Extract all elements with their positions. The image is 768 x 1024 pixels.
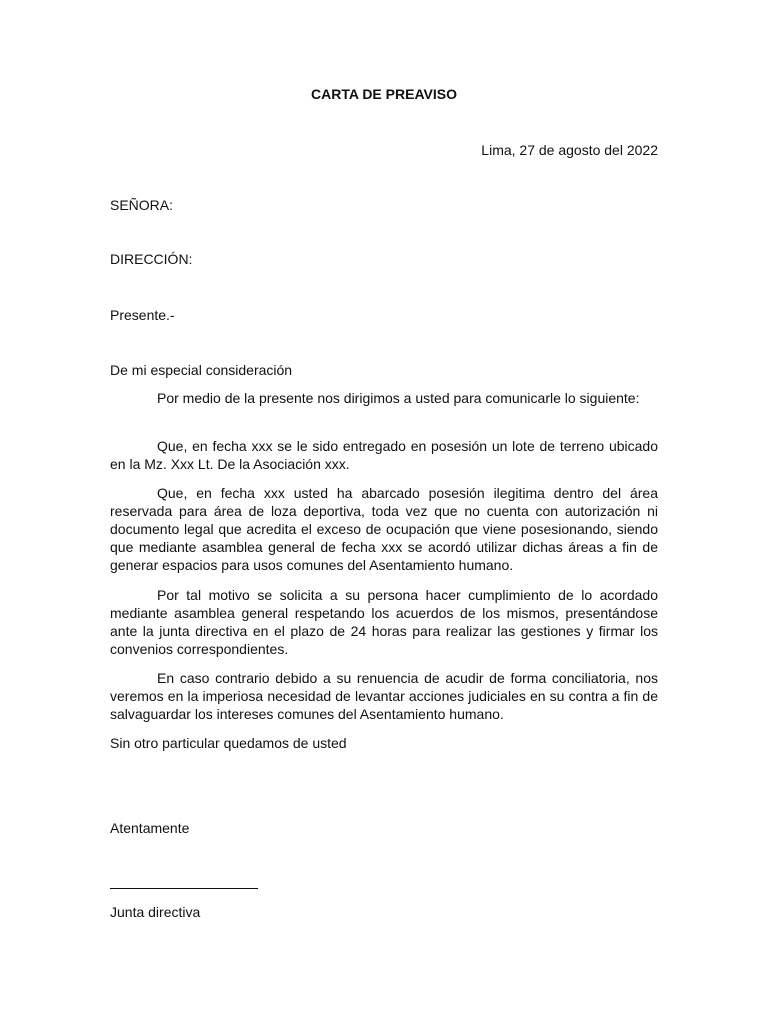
greeting-line: De mi especial consideración xyxy=(110,362,293,378)
paragraph-1: Por medio de la presente nos dirigimos a usted para comunicarle lo siguiente: xyxy=(157,390,640,406)
letter-page xyxy=(110,0,658,1024)
signature-line xyxy=(110,888,258,889)
paragraph-5: En caso contrario debido a su renuencia de acudir de forma conciliatoria, nos veremos en la imperiosa necesidad de levantar acciones judiciales en su contra a fin de salvaguardar los intereses comunes del Asentamiento humano. xyxy=(110,670,658,722)
closing-line: Sin otro particular quedamos de usted xyxy=(110,735,347,751)
paragraph-2: Que, en fecha xxx se le sido entregado en posesión un lote de terreno ubicado en la Mz. Xxx Lt. De la Asociación xxx. xyxy=(110,438,658,472)
farewell-line: Atentamente xyxy=(110,820,190,836)
letter-date: Lima, 27 de agosto del 2022 xyxy=(481,142,658,158)
letter-title: CARTA DE PREAVISO xyxy=(311,86,457,102)
address-label: DIRECCIÓN: xyxy=(110,251,193,267)
paragraph-4: Por tal motivo se solicita a su persona hacer cumplimiento de lo acordado mediante asamblea general respetando los acuerdos de los mismos, presentándose ante la junta directiva en el plazo de 24 horas para realizar las gestiones y firmar los convenios correspondientes. xyxy=(110,587,658,657)
recipient-label: SEÑORA: xyxy=(110,197,174,213)
signature-label: Junta directiva xyxy=(110,904,201,920)
paragraph-3: Que, en fecha xxx usted ha abarcado posesión ilegitima dentro del área reservada para área de loza deportiva, toda vez que no cuenta con autorización ni documento legal que acredita el exceso de ocupación que viene posesionando, siendo que mediante asamblea general de fecha xxx se acordó utilizar dichas áreas a fin de generar espacios para usos comunes del Asentamiento humano. xyxy=(110,485,658,573)
presente-line: Presente.- xyxy=(110,307,175,323)
